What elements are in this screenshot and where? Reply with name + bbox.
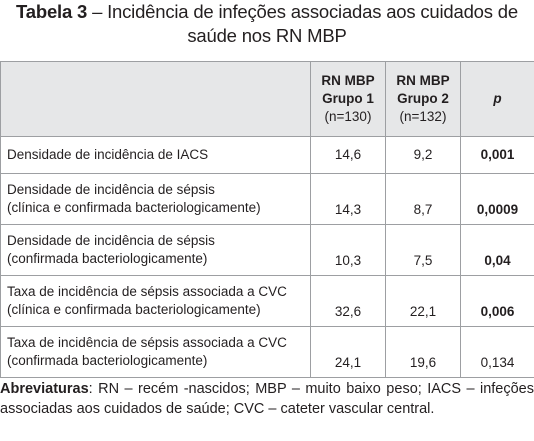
- row-group1-value: 24,1: [311, 327, 386, 378]
- row-description-line1: Densidade de incidência de sépsis: [7, 233, 215, 248]
- caption-title-part1: Incidência de infeções associadas aos cuidados de: [107, 1, 518, 22]
- row-group2-value: 8,7: [386, 174, 461, 225]
- row-description-line1: Taxa de incidência de sépsis associada a CVC: [7, 335, 287, 350]
- row-p-value: 0,006: [461, 276, 534, 327]
- header-group2-line2: Grupo 2: [397, 91, 449, 106]
- header-group2: [386, 62, 461, 137]
- caption-line-1: [0, 0, 534, 24]
- row-p-value: 0,04: [461, 225, 534, 276]
- row-p-value: 0,0009: [461, 174, 534, 225]
- row-description: [1, 327, 311, 378]
- row-p-value: 0,001: [461, 137, 534, 174]
- header-group1-n: (n=130): [324, 109, 372, 124]
- header-group2-line1: RN MBP: [396, 73, 450, 88]
- table-row: [1, 225, 534, 276]
- row-description: [1, 137, 311, 174]
- row-description-line2: (clínica e confirmada bacteriologicamente): [7, 302, 261, 317]
- table-row: [1, 327, 534, 378]
- row-description-line1: Densidade de incidência de sépsis: [7, 182, 215, 197]
- caption-line-2: saúde nos RN MBP: [187, 25, 347, 46]
- row-description-line1: Taxa de incidência de sépsis associada a CVC: [7, 284, 287, 299]
- header-row: [1, 62, 534, 137]
- header-group1-line1: RN MBP: [321, 73, 375, 88]
- row-description: [1, 276, 311, 327]
- table-row: [1, 174, 534, 225]
- caption-label: Tabela 3: [16, 1, 88, 22]
- row-group2-value: 19,6: [386, 327, 461, 378]
- header-empty-cell: [1, 62, 311, 137]
- table-caption: [0, 0, 534, 48]
- row-description-line2: (confirmada bacteriologicamente): [7, 251, 208, 266]
- row-group2-value: 7,5: [386, 225, 461, 276]
- row-group1-value: 14,6: [311, 137, 386, 174]
- header-p-value: p: [461, 62, 534, 137]
- table-row: [1, 137, 534, 174]
- row-description-line1: Densidade de incidência de IACS: [7, 147, 209, 162]
- header-group1: [311, 62, 386, 137]
- header-group1-line2: Grupo 1: [322, 91, 374, 106]
- row-p-value: 0,134: [461, 327, 534, 378]
- row-description-line2: (confirmada bacteriologicamente): [7, 353, 208, 368]
- row-group1-value: 14,3: [311, 174, 386, 225]
- row-description: [1, 174, 311, 225]
- row-group1-value: 10,3: [311, 225, 386, 276]
- footnote-label: Abreviaturas: [0, 381, 89, 397]
- table-row: [1, 276, 534, 327]
- data-table: [0, 61, 534, 378]
- row-description-line2: (clínica e confirmada bacteriologicamente): [7, 200, 261, 215]
- row-group2-value: 22,1: [386, 276, 461, 327]
- row-group1-value: 32,6: [311, 276, 386, 327]
- footnote-text: : RN – recém -nascidos; MBP – muito baixo peso; IACS – infeções associadas aos cuidados de saúde; CVC – cateter vascular central.: [0, 381, 534, 417]
- caption-dash: –: [87, 1, 108, 22]
- row-description: [1, 225, 311, 276]
- row-group2-value: 9,2: [386, 137, 461, 174]
- abbreviations-footnote: [0, 379, 534, 419]
- header-group2-n: (n=132): [399, 109, 447, 124]
- incidence-table: [0, 61, 534, 378]
